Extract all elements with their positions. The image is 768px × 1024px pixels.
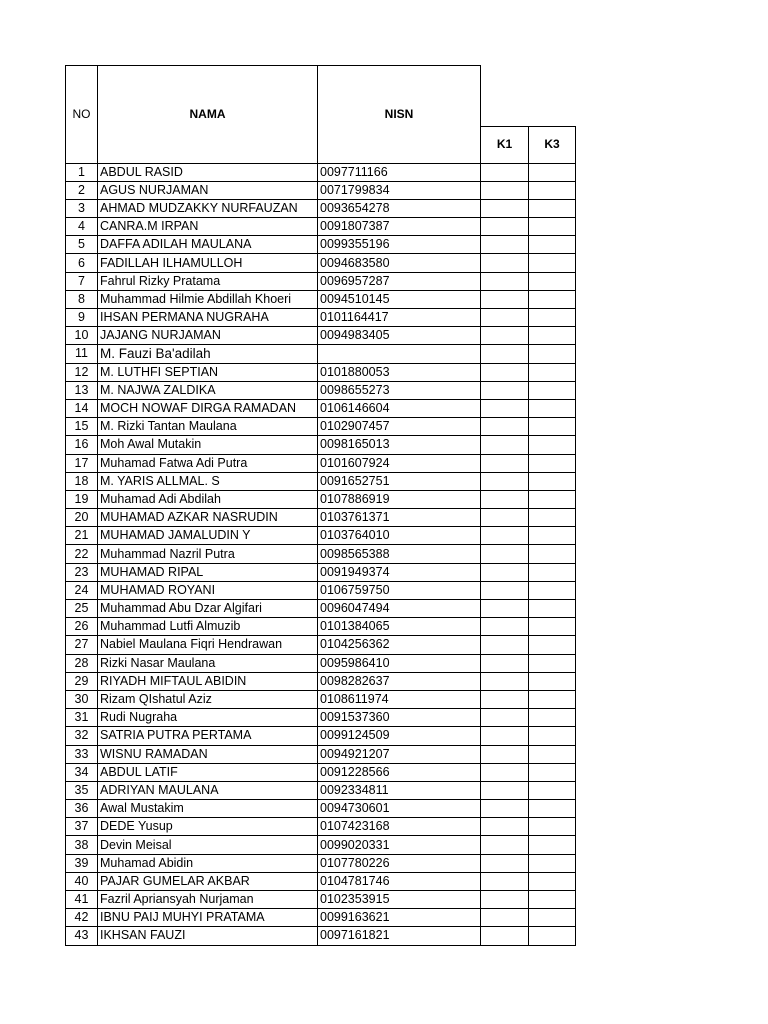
header-row <box>66 66 576 127</box>
row-nisn: 0091807387 <box>318 218 481 236</box>
header-nisn: NISN <box>318 66 481 164</box>
table-row <box>66 381 576 399</box>
row-k3-cell <box>529 891 576 909</box>
header-blank <box>481 66 576 127</box>
row-k3-cell <box>529 363 576 381</box>
row-nisn: 0094510145 <box>318 290 481 308</box>
row-k1-cell <box>481 927 529 945</box>
row-k1-cell <box>481 290 529 308</box>
row-no: 26 <box>66 618 98 636</box>
row-k3-cell <box>529 781 576 799</box>
row-nama: Rizki Nasar Maulana <box>98 654 318 672</box>
row-nama: SATRIA PUTRA PERTAMA <box>98 727 318 745</box>
row-nisn: 0106146604 <box>318 399 481 417</box>
row-no: 7 <box>66 272 98 290</box>
row-k1-cell <box>481 418 529 436</box>
row-k1-cell <box>481 472 529 490</box>
row-nama: CANRA.M IRPAN <box>98 218 318 236</box>
row-k3-cell <box>529 727 576 745</box>
row-nama: Muhammad Nazril Putra <box>98 545 318 563</box>
table-row <box>66 327 576 345</box>
row-no: 6 <box>66 254 98 272</box>
row-nisn: 0101607924 <box>318 454 481 472</box>
row-nama: MUHAMAD JAMALUDIN Y <box>98 527 318 545</box>
row-k3-cell <box>529 545 576 563</box>
row-no: 31 <box>66 709 98 727</box>
table-row <box>66 690 576 708</box>
row-k3-cell <box>529 909 576 927</box>
table-row <box>66 854 576 872</box>
row-k3-cell <box>529 418 576 436</box>
row-nama: IKHSAN FAUZI <box>98 927 318 945</box>
row-no: 15 <box>66 418 98 436</box>
row-k3-cell <box>529 327 576 345</box>
row-no: 16 <box>66 436 98 454</box>
row-nisn: 0106759750 <box>318 581 481 599</box>
row-k1-cell <box>481 690 529 708</box>
row-nisn: 0094921207 <box>318 745 481 763</box>
row-no: 27 <box>66 636 98 654</box>
row-nisn: 0094983405 <box>318 327 481 345</box>
row-k1-cell <box>481 254 529 272</box>
row-k3-cell <box>529 763 576 781</box>
table-row <box>66 581 576 599</box>
row-nisn: 0101164417 <box>318 309 481 327</box>
table-row <box>66 254 576 272</box>
row-nisn: 0108611974 <box>318 690 481 708</box>
row-k3-cell <box>529 345 576 363</box>
row-k3-cell <box>529 818 576 836</box>
row-nisn: 0107780226 <box>318 854 481 872</box>
row-nisn: 0091537360 <box>318 709 481 727</box>
row-nama: FADILLAH ILHAMULLOH <box>98 254 318 272</box>
row-nisn: 0096047494 <box>318 600 481 618</box>
row-no: 3 <box>66 199 98 217</box>
row-no: 25 <box>66 600 98 618</box>
row-no: 28 <box>66 654 98 672</box>
row-nama: MOCH NOWAF DIRGA RAMADAN <box>98 399 318 417</box>
row-k1-cell <box>481 854 529 872</box>
table-row <box>66 509 576 527</box>
row-nisn: 0107423168 <box>318 818 481 836</box>
row-k3-cell <box>529 581 576 599</box>
row-nisn: 0098282637 <box>318 672 481 690</box>
row-no: 39 <box>66 854 98 872</box>
row-k3-cell <box>529 854 576 872</box>
row-k3-cell <box>529 618 576 636</box>
table-row <box>66 236 576 254</box>
header-k1: K1 <box>481 126 529 163</box>
row-k1-cell <box>481 309 529 327</box>
row-k1-cell <box>481 163 529 181</box>
row-k1-cell <box>481 436 529 454</box>
row-k3-cell <box>529 563 576 581</box>
row-k1-cell <box>481 218 529 236</box>
row-k3-cell <box>529 836 576 854</box>
row-no: 35 <box>66 781 98 799</box>
header-no: NO <box>66 66 98 164</box>
row-k3-cell <box>529 872 576 890</box>
row-nisn: 0101384065 <box>318 618 481 636</box>
table-row <box>66 600 576 618</box>
row-no: 19 <box>66 490 98 508</box>
row-no: 34 <box>66 763 98 781</box>
table-row <box>66 545 576 563</box>
row-nama: DEDE Yusup <box>98 818 318 836</box>
table-row <box>66 472 576 490</box>
row-nama: Muhammad Hilmie Abdillah Khoeri <box>98 290 318 308</box>
row-nama: Muhamad Abidin <box>98 854 318 872</box>
row-k3-cell <box>529 636 576 654</box>
table-row <box>66 309 576 327</box>
row-nama: M. Fauzi Ba'adilah <box>98 345 318 363</box>
row-k1-cell <box>481 454 529 472</box>
row-nama: M. LUTHFI SEPTIAN <box>98 363 318 381</box>
row-k1-cell <box>481 527 529 545</box>
row-nama: Muhammad Abu Dzar Algifari <box>98 600 318 618</box>
row-k3-cell <box>529 654 576 672</box>
row-k1-cell <box>481 509 529 527</box>
row-nisn <box>318 345 481 363</box>
table-row <box>66 454 576 472</box>
row-k3-cell <box>529 600 576 618</box>
row-nisn: 0093654278 <box>318 199 481 217</box>
row-no: 33 <box>66 745 98 763</box>
row-nama: ABDUL LATIF <box>98 763 318 781</box>
row-no: 30 <box>66 690 98 708</box>
row-nama: Muhamad Fatwa Adi Putra <box>98 454 318 472</box>
row-k1-cell <box>481 363 529 381</box>
row-k3-cell <box>529 800 576 818</box>
table-row <box>66 636 576 654</box>
row-nisn: 0091949374 <box>318 563 481 581</box>
row-nisn: 0096957287 <box>318 272 481 290</box>
row-k1-cell <box>481 781 529 799</box>
table-row <box>66 218 576 236</box>
table-row <box>66 727 576 745</box>
row-no: 23 <box>66 563 98 581</box>
table-row <box>66 345 576 363</box>
table-row <box>66 927 576 945</box>
row-k1-cell <box>481 891 529 909</box>
row-nisn: 0097711166 <box>318 163 481 181</box>
row-nisn: 0099124509 <box>318 727 481 745</box>
row-k1-cell <box>481 272 529 290</box>
row-no: 9 <box>66 309 98 327</box>
table-row <box>66 527 576 545</box>
row-k3-cell <box>529 272 576 290</box>
row-no: 42 <box>66 909 98 927</box>
row-k1-cell <box>481 545 529 563</box>
row-k1-cell <box>481 236 529 254</box>
row-nisn: 0099163621 <box>318 909 481 927</box>
table-row <box>66 800 576 818</box>
row-nama: WISNU RAMADAN <box>98 745 318 763</box>
row-no: 37 <box>66 818 98 836</box>
table-row <box>66 818 576 836</box>
row-nisn: 0104781746 <box>318 872 481 890</box>
row-k3-cell <box>529 527 576 545</box>
row-no: 1 <box>66 163 98 181</box>
table-row <box>66 836 576 854</box>
row-nisn: 0071799834 <box>318 181 481 199</box>
table-row <box>66 399 576 417</box>
table-row <box>66 181 576 199</box>
row-nama: M. Rizki Tantan Maulana <box>98 418 318 436</box>
row-nisn: 0107886919 <box>318 490 481 508</box>
row-k3-cell <box>529 690 576 708</box>
row-nama: Fahrul Rizky Pratama <box>98 272 318 290</box>
row-nisn: 0103761371 <box>318 509 481 527</box>
row-k3-cell <box>529 436 576 454</box>
row-k1-cell <box>481 745 529 763</box>
row-no: 11 <box>66 345 98 363</box>
row-k3-cell <box>529 509 576 527</box>
row-no: 36 <box>66 800 98 818</box>
row-nisn: 0101880053 <box>318 363 481 381</box>
row-no: 24 <box>66 581 98 599</box>
row-k1-cell <box>481 381 529 399</box>
row-nisn: 0091228566 <box>318 763 481 781</box>
row-k3-cell <box>529 163 576 181</box>
row-nama: MUHAMAD ROYANI <box>98 581 318 599</box>
row-nisn: 0092334811 <box>318 781 481 799</box>
table-row <box>66 654 576 672</box>
row-k1-cell <box>481 872 529 890</box>
row-nama: Muhamad Adi Abdilah <box>98 490 318 508</box>
row-nama: Awal Mustakim <box>98 800 318 818</box>
row-nama: M. YARIS ALLMAL. S <box>98 472 318 490</box>
row-k3-cell <box>529 236 576 254</box>
row-no: 12 <box>66 363 98 381</box>
row-k1-cell <box>481 709 529 727</box>
row-nisn: 0099020331 <box>318 836 481 854</box>
table-row <box>66 490 576 508</box>
row-nama: AGUS NURJAMAN <box>98 181 318 199</box>
table-row <box>66 436 576 454</box>
row-nama: DAFFA ADILAH MAULANA <box>98 236 318 254</box>
row-no: 38 <box>66 836 98 854</box>
row-k1-cell <box>481 563 529 581</box>
row-k1-cell <box>481 800 529 818</box>
row-nisn: 0103764010 <box>318 527 481 545</box>
table-row <box>66 745 576 763</box>
row-k3-cell <box>529 181 576 199</box>
row-nama: PAJAR GUMELAR AKBAR <box>98 872 318 890</box>
row-k1-cell <box>481 836 529 854</box>
row-nama: Moh Awal Mutakin <box>98 436 318 454</box>
row-k1-cell <box>481 490 529 508</box>
row-no: 10 <box>66 327 98 345</box>
row-nama: ADRIYAN MAULANA <box>98 781 318 799</box>
row-k3-cell <box>529 472 576 490</box>
row-k1-cell <box>481 327 529 345</box>
row-nama: AHMAD MUDZAKKY NURFAUZAN <box>98 199 318 217</box>
table-row <box>66 909 576 927</box>
row-no: 29 <box>66 672 98 690</box>
row-nama: Rizam QIshatul Aziz <box>98 690 318 708</box>
row-nisn: 0097161821 <box>318 927 481 945</box>
row-no: 21 <box>66 527 98 545</box>
row-nama: RIYADH MIFTAUL ABIDIN <box>98 672 318 690</box>
table-row <box>66 418 576 436</box>
row-nisn: 0095986410 <box>318 654 481 672</box>
row-no: 14 <box>66 399 98 417</box>
row-k1-cell <box>481 399 529 417</box>
row-k3-cell <box>529 290 576 308</box>
row-k1-cell <box>481 181 529 199</box>
table-row <box>66 672 576 690</box>
row-no: 20 <box>66 509 98 527</box>
row-nama: Muhammad Lutfi Almuzib <box>98 618 318 636</box>
header-nama: NAMA <box>98 66 318 164</box>
row-no: 32 <box>66 727 98 745</box>
row-k3-cell <box>529 745 576 763</box>
row-k1-cell <box>481 672 529 690</box>
row-nama: ABDUL RASID <box>98 163 318 181</box>
row-k1-cell <box>481 818 529 836</box>
row-k3-cell <box>529 927 576 945</box>
row-k3-cell <box>529 309 576 327</box>
table-row <box>66 272 576 290</box>
table-row <box>66 363 576 381</box>
row-nisn: 0102907457 <box>318 418 481 436</box>
row-k3-cell <box>529 199 576 217</box>
row-nama: MUHAMAD RIPAL <box>98 563 318 581</box>
row-k3-cell <box>529 672 576 690</box>
row-k1-cell <box>481 636 529 654</box>
row-k1-cell <box>481 763 529 781</box>
row-nama: IHSAN PERMANA NUGRAHA <box>98 309 318 327</box>
row-no: 18 <box>66 472 98 490</box>
row-no: 43 <box>66 927 98 945</box>
row-no: 4 <box>66 218 98 236</box>
row-k3-cell <box>529 381 576 399</box>
table-row <box>66 709 576 727</box>
header-k3: K3 <box>529 126 576 163</box>
row-k1-cell <box>481 345 529 363</box>
row-k1-cell <box>481 654 529 672</box>
row-nisn: 0091652751 <box>318 472 481 490</box>
row-nisn: 0094683580 <box>318 254 481 272</box>
student-table <box>65 65 576 946</box>
table-row <box>66 618 576 636</box>
row-k3-cell <box>529 218 576 236</box>
table-row <box>66 563 576 581</box>
row-nama: Rudi Nugraha <box>98 709 318 727</box>
row-k1-cell <box>481 600 529 618</box>
table-row <box>66 763 576 781</box>
row-no: 17 <box>66 454 98 472</box>
row-nisn: 0098565388 <box>318 545 481 563</box>
table-row <box>66 199 576 217</box>
row-nisn: 0094730601 <box>318 800 481 818</box>
row-nisn: 0102353915 <box>318 891 481 909</box>
table-row <box>66 163 576 181</box>
row-no: 13 <box>66 381 98 399</box>
row-k1-cell <box>481 909 529 927</box>
row-no: 41 <box>66 891 98 909</box>
row-no: 8 <box>66 290 98 308</box>
table-row <box>66 891 576 909</box>
row-k3-cell <box>529 490 576 508</box>
row-nama: M. NAJWA ZALDIKA <box>98 381 318 399</box>
row-nama: Nabiel Maulana Fiqri Hendrawan <box>98 636 318 654</box>
row-nisn: 0099355196 <box>318 236 481 254</box>
row-nisn: 0104256362 <box>318 636 481 654</box>
row-no: 5 <box>66 236 98 254</box>
row-k3-cell <box>529 454 576 472</box>
row-k1-cell <box>481 727 529 745</box>
row-no: 2 <box>66 181 98 199</box>
row-k3-cell <box>529 709 576 727</box>
row-no: 22 <box>66 545 98 563</box>
row-k3-cell <box>529 399 576 417</box>
row-nama: IBNU PAIJ MUHYI PRATAMA <box>98 909 318 927</box>
table-row <box>66 290 576 308</box>
table-row <box>66 872 576 890</box>
row-no: 40 <box>66 872 98 890</box>
row-nisn: 0098655273 <box>318 381 481 399</box>
row-k1-cell <box>481 199 529 217</box>
table-row <box>66 781 576 799</box>
row-nisn: 0098165013 <box>318 436 481 454</box>
row-k1-cell <box>481 618 529 636</box>
row-nama: Fazril Apriansyah Nurjaman <box>98 891 318 909</box>
row-nama: MUHAMAD AZKAR NASRUDIN <box>98 509 318 527</box>
row-k3-cell <box>529 254 576 272</box>
row-k1-cell <box>481 581 529 599</box>
row-nama: Devin Meisal <box>98 836 318 854</box>
row-nama: JAJANG NURJAMAN <box>98 327 318 345</box>
